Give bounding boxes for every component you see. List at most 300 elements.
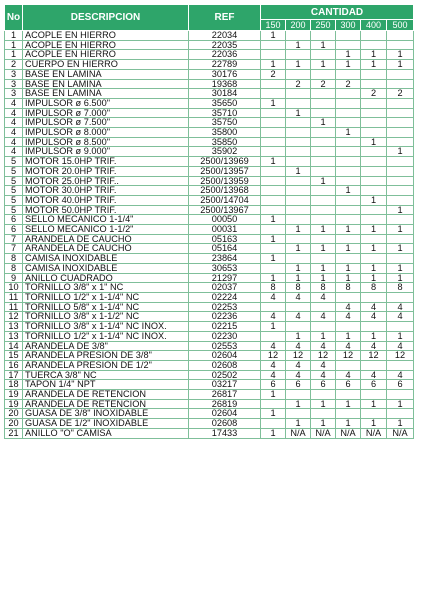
cell-qty-250: 8 [311,283,336,293]
cell-qty-200 [286,205,311,215]
cell-ref: 02037 [189,283,261,293]
cell-qty-400: 2 [361,89,387,99]
header-size-400: 400 [361,20,387,31]
cell-qty-400: 1 [361,419,387,429]
cell-qty-200 [286,409,311,419]
cell-qty-200 [286,195,311,205]
cell-qty-200: 1 [286,40,311,50]
cell-qty-150: 1 [261,215,286,225]
table-row [5,370,414,380]
cell-qty-400 [361,409,387,419]
cell-qty-150 [261,263,286,273]
cell-qty-200: 4 [286,292,311,302]
cell-qty-250: 1 [311,419,336,429]
cell-descripcion: ACOPLE EN HIERRO [23,31,189,41]
header-size-300: 300 [336,20,361,31]
cell-qty-300: 2 [336,79,361,89]
cell-qty-300 [336,215,361,225]
cell-qty-300: 4 [336,302,361,312]
cell-qty-150 [261,205,286,215]
table-row [5,351,414,361]
cell-no: 7 [5,244,23,254]
cell-qty-250: 4 [311,370,336,380]
cell-no: 5 [5,205,23,215]
cell-no: 2 [5,60,23,70]
cell-descripcion: CUERPO EN HIERRO [23,60,189,70]
cell-qty-200: 12 [286,351,311,361]
cell-qty-400: 1 [361,263,387,273]
cell-no: 8 [5,254,23,264]
table-row [5,360,414,370]
cell-qty-200: 1 [286,108,311,118]
cell-qty-200: 6 [286,380,311,390]
cell-qty-150 [261,331,286,341]
cell-qty-150 [261,137,286,147]
cell-no: 3 [5,79,23,89]
cell-qty-300: 4 [336,341,361,351]
cell-descripcion: MOTOR 40.0HP TRIF. [23,195,189,205]
cell-qty-150: 4 [261,360,286,370]
cell-no: 3 [5,89,23,99]
cell-qty-500: 1 [387,244,414,254]
cell-descripcion: TORNILLO 3/8" x 1-1/2" NC [23,312,189,322]
cell-ref: 26817 [189,390,261,400]
cell-qty-300: 1 [336,50,361,60]
cell-qty-200 [286,31,311,41]
cell-no: 5 [5,157,23,167]
cell-qty-250: 4 [311,292,336,302]
cell-qty-250: 1 [311,40,336,50]
cell-no: 9 [5,273,23,283]
cell-qty-500: 4 [387,370,414,380]
cell-descripcion: CAMISA INOXIDABLE [23,263,189,273]
cell-qty-400 [361,128,387,138]
cell-descripcion: ARANDELA DE CAUCHO [23,234,189,244]
cell-ref: 21297 [189,273,261,283]
cell-qty-250 [311,166,336,176]
cell-qty-250: 1 [311,399,336,409]
cell-qty-500: 1 [387,419,414,429]
cell-qty-150: 1 [261,31,286,41]
cell-qty-300 [336,137,361,147]
table-row [5,225,414,235]
cell-qty-250: 1 [311,273,336,283]
cell-ref: 02215 [189,322,261,332]
cell-qty-500: 1 [387,60,414,70]
cell-qty-250 [311,234,336,244]
cell-descripcion: ARANDELA DE RETENCION [23,399,189,409]
cell-qty-250: 2 [311,79,336,89]
cell-qty-250 [311,205,336,215]
cell-qty-200: 8 [286,283,311,293]
cell-ref: 05163 [189,234,261,244]
cell-no: 4 [5,108,23,118]
table-row [5,399,414,409]
cell-descripcion: ACOPLE EN HIERRO [23,50,189,60]
cell-qty-400: 1 [361,137,387,147]
cell-qty-150 [261,399,286,409]
cell-ref: 30176 [189,69,261,79]
cell-no: 7 [5,234,23,244]
cell-ref: 2500/13959 [189,176,261,186]
cell-qty-300 [336,322,361,332]
cell-qty-400: 4 [361,370,387,380]
cell-descripcion: ANILLO "O" CAMISA [23,428,189,438]
cell-qty-500 [387,322,414,332]
cell-ref: 02502 [189,370,261,380]
table-row [5,390,414,400]
cell-qty-400 [361,205,387,215]
cell-qty-300: 1 [336,331,361,341]
cell-qty-150: 12 [261,351,286,361]
cell-qty-300: N/A [336,428,361,438]
cell-qty-300 [336,40,361,50]
cell-qty-300: 12 [336,351,361,361]
cell-qty-300: 1 [336,263,361,273]
cell-qty-400 [361,31,387,41]
cell-qty-500: 4 [387,341,414,351]
cell-qty-300 [336,409,361,419]
cell-no: 3 [5,69,23,79]
cell-qty-500 [387,118,414,128]
cell-qty-300: 8 [336,283,361,293]
cell-qty-150: 1 [261,390,286,400]
cell-qty-400: 1 [361,60,387,70]
cell-qty-250: 1 [311,176,336,186]
cell-qty-400: 1 [361,244,387,254]
cell-qty-200 [286,234,311,244]
cell-descripcion: CAMISA INOXIDABLE [23,254,189,264]
cell-qty-300: 1 [336,273,361,283]
cell-qty-250 [311,98,336,108]
cell-no: 13 [5,331,23,341]
cell-ref: 02604 [189,409,261,419]
cell-qty-300 [336,254,361,264]
cell-qty-200: 4 [286,341,311,351]
cell-qty-500 [387,234,414,244]
cell-qty-400 [361,69,387,79]
table-row [5,31,414,41]
cell-qty-300 [336,31,361,41]
cell-qty-500: 1 [387,205,414,215]
cell-ref: 35902 [189,147,261,157]
cell-qty-500: 12 [387,351,414,361]
cell-descripcion: MOTOR 20.0HP TRIF. [23,166,189,176]
cell-qty-200 [286,137,311,147]
cell-qty-150 [261,79,286,89]
cell-qty-400 [361,254,387,264]
cell-qty-300: 4 [336,370,361,380]
cell-qty-200 [286,322,311,332]
cell-qty-400: 1 [361,195,387,205]
cell-ref: 2500/13967 [189,205,261,215]
cell-descripcion: GUASA DE 3/8" INOXIDABLE [23,409,189,419]
table-row [5,166,414,176]
cell-ref: 17433 [189,428,261,438]
cell-qty-500: 2 [387,89,414,99]
cell-qty-300 [336,205,361,215]
cell-ref: 02608 [189,360,261,370]
cell-no: 16 [5,360,23,370]
cell-qty-150: 1 [261,409,286,419]
cell-qty-400: N/A [361,428,387,438]
cell-qty-250 [311,322,336,332]
cell-qty-500 [387,195,414,205]
table-row [5,69,414,79]
table-row [5,341,414,351]
cell-ref: 35850 [189,137,261,147]
cell-qty-400: 1 [361,50,387,60]
cell-qty-500: 6 [387,380,414,390]
cell-ref: 35710 [189,108,261,118]
cell-no: 6 [5,225,23,235]
cell-qty-200: N/A [286,428,311,438]
cell-qty-250: 1 [311,225,336,235]
cell-no: 1 [5,40,23,50]
cell-no: 11 [5,302,23,312]
cell-qty-150: 1 [261,98,286,108]
cell-qty-300: 6 [336,380,361,390]
cell-descripcion: BASE EN LAMINA [23,69,189,79]
cell-ref: 02608 [189,419,261,429]
cell-qty-400 [361,157,387,167]
cell-qty-500: 4 [387,312,414,322]
cell-qty-400: 8 [361,283,387,293]
cell-qty-150 [261,128,286,138]
cell-qty-250: 1 [311,244,336,254]
cell-descripcion: TORNILLO 1/2" x 1-1/4" NC [23,292,189,302]
cell-qty-200: 1 [286,225,311,235]
cell-ref: 35800 [189,128,261,138]
cell-descripcion: IMPULSOR ø 7.000" [23,108,189,118]
cell-qty-500 [387,157,414,167]
cell-ref: 19368 [189,79,261,89]
table-row [5,331,414,341]
cell-qty-400: 12 [361,351,387,361]
cell-no: 1 [5,50,23,60]
cell-qty-150: 4 [261,312,286,322]
cell-descripcion: TORNILLO 5/8" x 1-1/4" NC [23,302,189,312]
table-row [5,215,414,225]
table-row [5,283,414,293]
header-size-250: 250 [311,20,336,31]
table-row [5,322,414,332]
cell-no: 5 [5,186,23,196]
cell-descripcion: ACOPLE EN HIERRO [23,40,189,50]
cell-no: 5 [5,176,23,186]
cell-qty-500 [387,186,414,196]
cell-ref: 2500/13957 [189,166,261,176]
cell-qty-500: 1 [387,263,414,273]
cell-qty-250: N/A [311,428,336,438]
cell-descripcion: ARANDELA PRESION DE 1/2" [23,360,189,370]
cell-qty-400 [361,390,387,400]
cell-ref: 02604 [189,351,261,361]
cell-qty-500 [387,108,414,118]
cell-descripcion: ARANDELA DE 3/8" [23,341,189,351]
cell-no: 4 [5,137,23,147]
cell-qty-400 [361,322,387,332]
cell-qty-200 [286,128,311,138]
cell-qty-150: 1 [261,60,286,70]
cell-qty-200 [286,186,311,196]
cell-qty-400 [361,186,387,196]
cell-qty-150: 8 [261,283,286,293]
cell-ref: 02253 [189,302,261,312]
table-row [5,428,414,438]
cell-qty-400 [361,118,387,128]
cell-qty-200: 1 [286,244,311,254]
table-row [5,419,414,429]
cell-no: 18 [5,380,23,390]
cell-qty-250 [311,147,336,157]
table-row [5,273,414,283]
cell-qty-400: 1 [361,273,387,283]
cell-qty-250 [311,302,336,312]
cell-qty-150 [261,302,286,312]
cell-qty-250 [311,89,336,99]
cell-qty-400: 4 [361,341,387,351]
cell-no: 19 [5,390,23,400]
cell-qty-500 [387,40,414,50]
cell-qty-300 [336,157,361,167]
cell-qty-500: 8 [387,283,414,293]
cell-ref: 00050 [189,215,261,225]
cell-qty-200: 4 [286,360,311,370]
cell-qty-150: 1 [261,322,286,332]
cell-descripcion: SELLO MECANICO 1-1/4" [23,215,189,225]
cell-qty-500 [387,176,414,186]
cell-qty-500 [387,215,414,225]
table-row [5,40,414,50]
cell-qty-250 [311,186,336,196]
cell-qty-400 [361,79,387,89]
cell-ref: 30184 [189,89,261,99]
cell-ref: 02230 [189,331,261,341]
cell-qty-400 [361,234,387,244]
cell-qty-200 [286,118,311,128]
cell-qty-250: 4 [311,341,336,351]
cell-qty-250: 4 [311,312,336,322]
cell-qty-150 [261,195,286,205]
cell-qty-150 [261,118,286,128]
cell-qty-250 [311,69,336,79]
cell-ref: 35750 [189,118,261,128]
cell-qty-250: 6 [311,380,336,390]
cell-qty-200 [286,215,311,225]
cell-qty-500 [387,128,414,138]
cell-qty-200: 4 [286,312,311,322]
cell-no: 5 [5,195,23,205]
cell-qty-200: 2 [286,79,311,89]
table-row [5,234,414,244]
cell-qty-300 [336,147,361,157]
cell-descripcion: IMPULSOR ø 9.000" [23,147,189,157]
cell-qty-300 [336,360,361,370]
cell-no: 4 [5,128,23,138]
cell-qty-200 [286,176,311,186]
table-row [5,147,414,157]
table-row [5,254,414,264]
header-size-150: 150 [261,20,286,31]
cell-descripcion: IMPULSOR ø 8.000" [23,128,189,138]
cell-descripcion: ARANDELA DE RETENCION [23,390,189,400]
cell-qty-500 [387,360,414,370]
cell-qty-150 [261,166,286,176]
cell-qty-300: 1 [336,399,361,409]
cell-descripcion: IMPULSOR ø 7.500" [23,118,189,128]
cell-qty-300 [336,390,361,400]
cell-qty-250 [311,409,336,419]
cell-qty-250 [311,195,336,205]
cell-qty-500 [387,137,414,147]
cell-qty-500 [387,390,414,400]
cell-qty-500 [387,79,414,89]
cell-qty-200: 1 [286,419,311,429]
cell-qty-300 [336,98,361,108]
cell-qty-150: 4 [261,370,286,380]
cell-descripcion: MOTOR 25.0HP TRIF.. [23,176,189,186]
cell-qty-500 [387,254,414,264]
header-no: No [5,5,23,31]
cell-qty-250 [311,254,336,264]
cell-qty-150: 1 [261,428,286,438]
table-row [5,128,414,138]
cell-no: 4 [5,98,23,108]
header-cantidad: CANTIDAD [261,5,414,20]
cell-qty-400: 6 [361,380,387,390]
cell-qty-200: 4 [286,370,311,380]
cell-qty-500 [387,69,414,79]
cell-qty-500: 1 [387,50,414,60]
cell-qty-200: 1 [286,331,311,341]
cell-qty-500: 1 [387,225,414,235]
cell-ref: 22789 [189,60,261,70]
table-row [5,409,414,419]
cell-qty-200: 1 [286,166,311,176]
cell-ref: 23864 [189,254,261,264]
cell-descripcion: TORNILLO 3/8" x 1" NC [23,283,189,293]
cell-descripcion: MOTOR 30.0HP TRIF. [23,186,189,196]
cell-ref: 22034 [189,31,261,41]
cell-ref: 26819 [189,399,261,409]
cell-qty-300 [336,89,361,99]
cell-qty-500 [387,98,414,108]
cell-qty-400 [361,166,387,176]
cell-ref: 22035 [189,40,261,50]
cell-qty-250: 1 [311,263,336,273]
cell-qty-250 [311,390,336,400]
cell-qty-300 [336,166,361,176]
cell-qty-300 [336,292,361,302]
cell-ref: 2500/13969 [189,157,261,167]
cell-qty-200: 1 [286,399,311,409]
cell-qty-200 [286,147,311,157]
cell-qty-200 [286,89,311,99]
cell-qty-400 [361,98,387,108]
cell-descripcion: TAPON 1/4" NPT [23,380,189,390]
cell-qty-150: 1 [261,273,286,283]
cell-no: 17 [5,370,23,380]
header-ref: REF [189,5,261,31]
table-row [5,79,414,89]
table-row [5,302,414,312]
cell-no: 6 [5,215,23,225]
cell-no: 19 [5,399,23,409]
cell-qty-400: 1 [361,399,387,409]
cell-qty-300 [336,69,361,79]
cell-qty-400 [361,147,387,157]
